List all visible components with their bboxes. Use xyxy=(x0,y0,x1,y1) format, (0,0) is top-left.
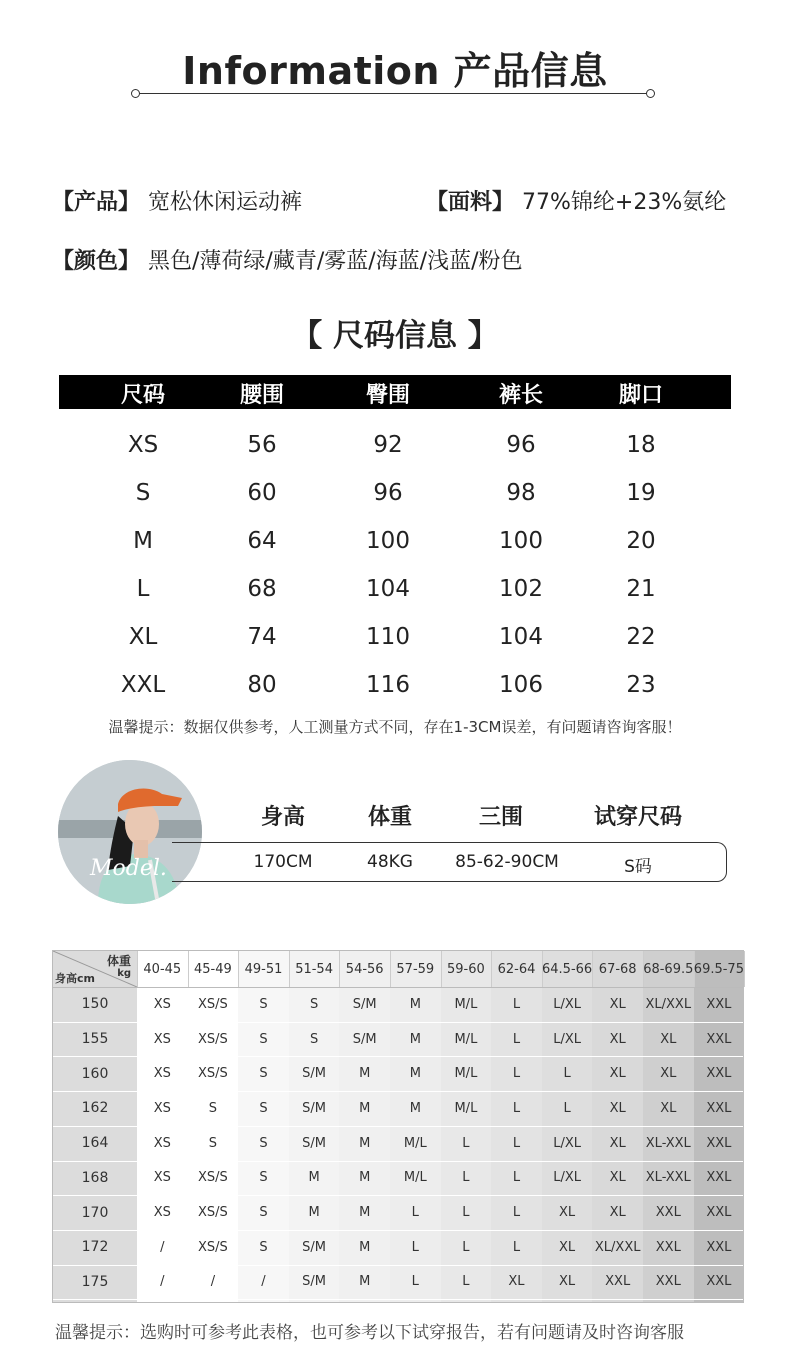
recommended-size-cell: XS/S xyxy=(197,996,228,1012)
size-cell-value: 19 xyxy=(626,480,656,506)
size-cell-value: 56 xyxy=(247,432,277,458)
size-cell-value: 102 xyxy=(499,576,543,602)
model-size-value: S码 xyxy=(624,857,652,877)
weight-header: 64.5-66 xyxy=(542,961,593,977)
recommended-size-cell: S/M xyxy=(302,1135,327,1151)
recommended-size-cell: XXL xyxy=(706,1205,732,1221)
recommended-size-cell: L xyxy=(462,1274,470,1290)
recommended-size-cell: XS/S xyxy=(197,1031,228,1047)
recommended-size-cell: XS/S xyxy=(197,1066,228,1082)
recommended-size-cell: S xyxy=(259,1239,268,1255)
recommended-size-cell: L/XL xyxy=(553,1170,581,1186)
recommended-size-cell: L xyxy=(512,1135,521,1151)
height-header: 170 xyxy=(81,1204,109,1221)
model-header-weight: 体重 xyxy=(367,805,413,830)
recommended-size-cell: M xyxy=(359,1135,371,1151)
recommended-size-cell: M/L xyxy=(403,1170,427,1186)
height-header: 168 xyxy=(81,1169,109,1186)
recommended-size-cell: XXL xyxy=(605,1274,631,1290)
recommended-size-cell: XL xyxy=(609,1170,626,1186)
recommended-size-cell: XL/XXL xyxy=(594,1239,641,1255)
page-title: Information 产品信息 xyxy=(182,49,608,93)
size-cell-value: 106 xyxy=(499,672,543,698)
size-cell-value: 98 xyxy=(506,480,536,506)
recommended-size-cell: XL xyxy=(609,1100,626,1116)
corner-height-label: 身高cm xyxy=(55,972,95,985)
size-cell-value: 110 xyxy=(366,624,410,650)
size-cell-value: 22 xyxy=(626,624,656,650)
recommended-size-cell: XL xyxy=(559,1274,576,1290)
recommended-size-cell: S xyxy=(309,996,319,1012)
recommended-size-cell: XL xyxy=(559,1239,576,1255)
recommended-size-cell: XL/XXL xyxy=(645,996,692,1012)
recommended-size-cell: XL xyxy=(660,1100,677,1116)
recommended-size-cell: XXL xyxy=(655,1205,681,1221)
recommended-size-cell: XXL xyxy=(655,1274,681,1290)
recommended-size-cell: S xyxy=(259,1205,268,1221)
color-value: 黑色/薄荷绿/藏青/雾蓝/海蓝/浅蓝/粉色 xyxy=(148,249,523,274)
recommended-size-cell: M xyxy=(359,1239,371,1255)
size-section-title: 【 尺码信息 】 xyxy=(291,318,499,354)
color-row xyxy=(52,244,523,275)
divider-dot-left xyxy=(131,89,140,98)
recommended-size-cell: XL xyxy=(609,1135,626,1151)
recommended-size-cell: XXL xyxy=(706,1066,732,1082)
recommended-size-cell: L/XL xyxy=(553,1031,581,1047)
size-cell-size: L xyxy=(136,576,150,602)
recommended-size-cell: XXL xyxy=(706,1031,732,1047)
size-cell-value: 23 xyxy=(626,672,656,698)
divider-dot-right xyxy=(646,89,655,98)
fabric-row xyxy=(426,185,726,216)
recommendation-note: 温馨提示：选购时可参考此表格，也可参考以下试穿报告，若有问题请及时咨询客服 xyxy=(55,1323,684,1343)
weight-header: 54-56 xyxy=(345,961,384,977)
recommended-size-cell: XXL xyxy=(655,1239,681,1255)
recommended-size-cell: XXL xyxy=(706,1239,732,1255)
recommended-size-cell: L xyxy=(512,1100,521,1116)
recommended-size-cell: S/M xyxy=(302,1100,327,1116)
recommended-size-cell: S xyxy=(259,1066,268,1082)
recommended-size-cell: XS xyxy=(153,1205,171,1221)
recommended-size-cell: M xyxy=(359,1205,371,1221)
corner-weight-unit: kg xyxy=(117,967,131,979)
recommended-size-cell: XS xyxy=(153,1135,171,1151)
recommended-size-cell: M xyxy=(359,1100,371,1116)
weight-header: 57-59 xyxy=(396,961,435,977)
recommended-size-cell: L xyxy=(462,1239,470,1255)
weight-header: 67-68 xyxy=(598,961,637,977)
size-cell-value: 96 xyxy=(506,432,536,458)
recommended-size-cell: S xyxy=(208,1100,218,1116)
size-cell-value: 80 xyxy=(247,672,277,698)
recommended-size-cell: M xyxy=(359,1274,371,1290)
height-header: 160 xyxy=(81,1065,109,1082)
weight-header: 49-51 xyxy=(244,961,283,977)
recommended-size-cell: M xyxy=(409,996,421,1012)
recommended-size-cell: S xyxy=(259,1170,268,1186)
size-recommendation-table xyxy=(52,950,744,1303)
recommended-size-cell: M/L xyxy=(403,1135,427,1151)
size-cell-size: S xyxy=(135,480,151,506)
recommended-size-cell: XL xyxy=(609,1031,626,1047)
recommended-size-cell: XL-XXL xyxy=(645,1135,691,1151)
recommended-size-cell: M xyxy=(359,1170,371,1186)
recommended-size-cell: S/M xyxy=(302,1274,327,1290)
recommended-size-cell: XL xyxy=(609,996,626,1012)
weight-header: 40-45 xyxy=(143,961,182,977)
header-col-divider xyxy=(744,951,745,987)
size-table-header xyxy=(59,375,731,409)
size-header-size: 尺码 xyxy=(120,383,166,408)
model-measurements-value: 85-62-90CM xyxy=(455,852,559,872)
recommended-size-cell: S xyxy=(259,996,268,1012)
recommended-size-cell: S/M xyxy=(352,1031,377,1047)
recommended-size-cell: XS xyxy=(153,996,171,1012)
recommended-size-cell: L xyxy=(411,1274,419,1290)
size-cell-value: 96 xyxy=(373,480,403,506)
weight-header: 68-69.5 xyxy=(643,961,694,977)
recommended-size-cell: L xyxy=(462,1135,470,1151)
size-cell-size: XL xyxy=(128,624,158,650)
height-header: 155 xyxy=(81,1031,109,1048)
model-header-measurements: 三围 xyxy=(478,805,524,830)
model-height-value: 170CM xyxy=(253,852,313,872)
model-header-height: 身高 xyxy=(260,805,306,830)
height-header: 175 xyxy=(81,1273,109,1290)
recommended-size-cell: XL xyxy=(609,1066,626,1082)
model-avatar xyxy=(58,760,202,904)
size-header-waist: 腰围 xyxy=(239,383,285,408)
recommended-size-cell: L xyxy=(512,1239,521,1255)
recommended-size-cell: XS/S xyxy=(197,1205,228,1221)
recommended-size-cell: XXL xyxy=(706,996,732,1012)
recommended-size-cell: L xyxy=(462,1205,470,1221)
recommended-size-cell: / xyxy=(261,1274,266,1290)
recommended-size-cell: XS xyxy=(153,1066,171,1082)
recommended-size-cell: XL xyxy=(660,1031,677,1047)
recommended-size-cell: XL xyxy=(508,1274,525,1290)
recommended-size-cell: L/XL xyxy=(553,996,581,1012)
recommended-size-cell: S/M xyxy=(352,996,377,1012)
recommended-size-cell: L xyxy=(512,1066,521,1082)
size-header-hip: 臀围 xyxy=(365,383,411,408)
weight-header: 62-64 xyxy=(497,961,536,977)
recommended-size-cell: XS xyxy=(153,1031,171,1047)
recommended-size-cell: S xyxy=(309,1031,319,1047)
recommended-size-cell: S xyxy=(259,1100,268,1116)
recommended-size-cell: XXL xyxy=(706,1170,732,1186)
model-label: Model. xyxy=(90,856,167,881)
recommended-size-cell: XS/S xyxy=(197,1170,228,1186)
recommended-size-cell: L xyxy=(411,1205,419,1221)
size-cell-value: 64 xyxy=(247,528,277,554)
recommended-size-cell: M/L xyxy=(454,1066,478,1082)
model-header-size: 试穿尺码 xyxy=(593,805,683,830)
size-cell-value: 104 xyxy=(366,576,410,602)
recommended-size-cell: L xyxy=(512,1205,521,1221)
recommended-size-cell: M xyxy=(409,1066,421,1082)
recommended-size-cell: M xyxy=(409,1031,421,1047)
recommended-size-cell: M/L xyxy=(454,1031,478,1047)
recommended-size-cell: L xyxy=(512,1170,521,1186)
recommended-size-cell: M/L xyxy=(454,1100,478,1116)
size-cell-value: 100 xyxy=(499,528,543,554)
recommended-size-cell: XL xyxy=(559,1205,576,1221)
recommended-size-cell: M xyxy=(409,1100,421,1116)
size-cell-value: 92 xyxy=(373,432,403,458)
size-cell-value: 60 xyxy=(247,480,277,506)
recommended-size-cell: XS/S xyxy=(197,1239,228,1255)
recommended-size-cell: / xyxy=(160,1239,165,1255)
size-cell-value: 20 xyxy=(626,528,656,554)
size-cell-size: XXL xyxy=(120,672,166,698)
recommended-size-cell: S/M xyxy=(302,1239,327,1255)
recommended-size-cell: XL xyxy=(609,1205,626,1221)
recommended-size-cell: S xyxy=(259,1135,268,1151)
recommended-size-cell: L xyxy=(563,1100,571,1116)
title-divider xyxy=(136,93,651,94)
model-weight-value: 48KG xyxy=(367,852,413,872)
size-cell-value: 21 xyxy=(626,576,656,602)
recommended-size-cell: S xyxy=(259,1031,268,1047)
recommended-size-cell: L/XL xyxy=(553,1135,581,1151)
recommended-size-cell: L xyxy=(411,1239,419,1255)
height-header: 172 xyxy=(81,1239,109,1256)
recommended-size-cell: XS xyxy=(153,1100,171,1116)
size-cell-value: 100 xyxy=(366,528,410,554)
size-cell-size: M xyxy=(133,528,153,554)
size-header-length: 裤长 xyxy=(498,383,544,408)
weight-header: 69.5-75 xyxy=(693,961,744,977)
model-photo-icon xyxy=(58,760,202,904)
size-cell-size: XS xyxy=(127,432,159,458)
size-header-hem: 脚口 xyxy=(618,383,664,408)
weight-header: 51-54 xyxy=(295,961,333,977)
recommended-size-cell: S xyxy=(208,1135,218,1151)
recommended-size-cell: / xyxy=(160,1274,165,1290)
weight-header: 45-49 xyxy=(194,961,232,977)
color-label: 【颜色】 xyxy=(52,249,141,274)
recommended-size-cell: M xyxy=(359,1066,371,1082)
weight-header: 59-60 xyxy=(447,961,485,977)
recommended-size-cell: L xyxy=(512,996,521,1012)
size-note: 温馨提示：数据仅供参考，人工测量方式不同，存在1-3CM误差，有问题请咨询客服！ xyxy=(108,718,682,736)
recommended-size-cell: M/L xyxy=(454,996,478,1012)
height-header: 162 xyxy=(81,1100,109,1117)
size-cell-value: 116 xyxy=(366,672,410,698)
fabric-value: 77%锦纶+23%氨纶 xyxy=(522,190,727,215)
recommended-size-cell: L xyxy=(462,1170,470,1186)
row-divider xyxy=(53,1299,743,1300)
corner-weight-label: 体重 xyxy=(106,953,131,968)
recommended-size-cell: XL xyxy=(660,1066,677,1082)
height-header: 164 xyxy=(81,1135,109,1152)
size-cell-value: 18 xyxy=(626,432,656,458)
recommended-size-cell: L xyxy=(512,1031,521,1047)
recommended-size-cell: S/M xyxy=(302,1066,327,1082)
size-cell-value: 68 xyxy=(247,576,277,602)
size-cell-value: 74 xyxy=(247,624,277,650)
recommended-size-cell: XS xyxy=(153,1170,171,1186)
recommended-size-cell: XXL xyxy=(706,1100,732,1116)
recommended-size-cell: L xyxy=(563,1066,571,1082)
recommended-size-cell: XL-XXL xyxy=(645,1170,691,1186)
fabric-label: 【面料】 xyxy=(426,190,515,215)
recommended-size-cell: XXL xyxy=(706,1274,732,1290)
height-header: 150 xyxy=(81,996,109,1013)
recommended-size-cell: XXL xyxy=(706,1135,732,1151)
recommended-size-cell: M xyxy=(308,1170,320,1186)
recommended-size-cell: M xyxy=(308,1205,320,1221)
size-cell-value: 104 xyxy=(499,624,543,650)
product-name-row xyxy=(52,185,302,216)
product-name-label: 【产品】 xyxy=(52,190,141,215)
product-name-value: 宽松休闲运动裤 xyxy=(148,190,303,215)
recommended-size-cell: / xyxy=(210,1274,216,1290)
